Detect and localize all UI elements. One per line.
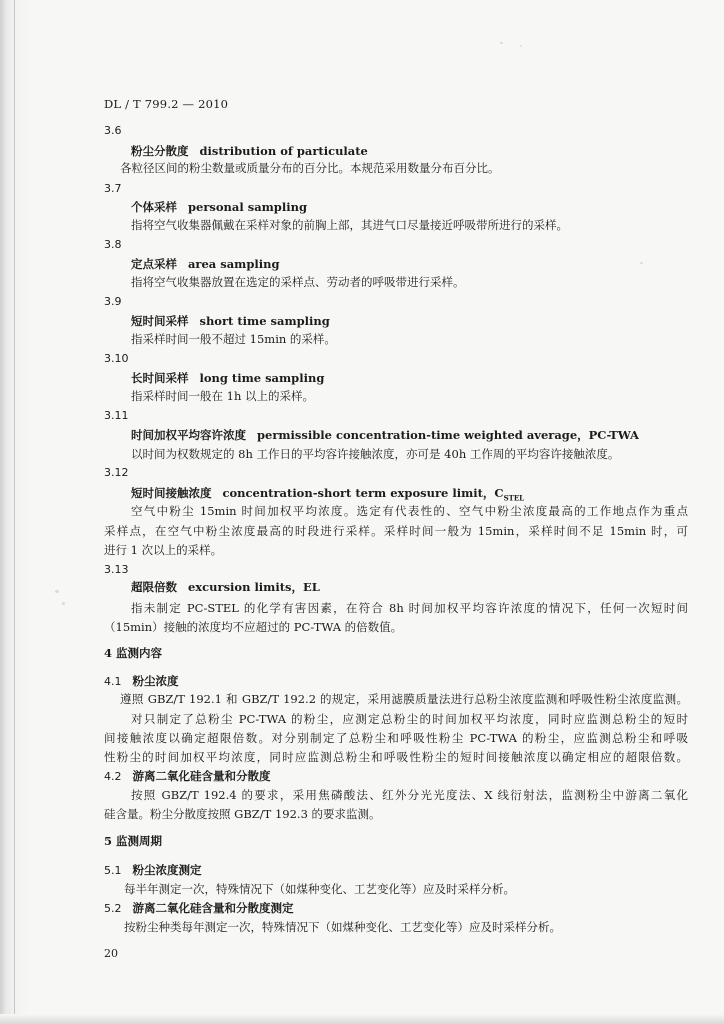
definition-text: 各粒径区间的粉尘数量或质量分布的百分比。本规范采用数量分布百分比。 (120, 161, 500, 175)
clause-number: 3.9 (104, 295, 122, 308)
scan-speck (62, 602, 65, 605)
scan-speck (55, 590, 59, 593)
term-en: concentration-short term exposure limit，C (222, 486, 504, 500)
term-zh: 超限倍数 (131, 580, 177, 594)
term-zh: 时间加权平均容许浓度 (131, 428, 246, 442)
body-text: 硅含量。粉尘分散度按照 GBZ/T 192.3 的要求监测。 (104, 807, 381, 821)
definition-text: 以时间为权数规定的 8h 工作日的平均容许接触浓度，亦可是 40h 工作周的平均容许接触浓度。 (131, 447, 620, 461)
subsection-heading (104, 674, 178, 689)
term-en: distribution of particulate (199, 144, 368, 158)
term-heading (131, 200, 307, 214)
body-text: 按照 GBZ/T 192.4 的要求，采用焦磷酸法、红外分光光度法、X 线衍射法，监测粉尘中游离二氧化 (131, 788, 688, 802)
term-zh: 短时间采样 (131, 314, 189, 328)
subsection-heading (104, 863, 201, 878)
term-zh: 粉尘分散度 (131, 144, 189, 158)
clause-number: 3.7 (104, 182, 122, 195)
subsection-heading (104, 769, 270, 784)
term-zh: 个体采样 (131, 200, 177, 214)
term-heading (131, 257, 280, 271)
definition-text: 空气中粉尘 15min 时间加权平均浓度。选定有代表性的、空气中粉尘浓度最高的工作地点作为重点 (131, 504, 688, 518)
definition-text: 指采样时间一般不超过 15min 的采样。 (131, 332, 336, 346)
definition-text: 进行 1 次以上的采样。 (104, 543, 223, 557)
term-en: long time sampling (199, 371, 325, 385)
term-subscript: STEL (503, 493, 525, 503)
term-heading (131, 314, 330, 328)
definition-text: 采样点，在空气中粉尘浓度最高的时段进行采样。采样时间一般为 15min，采样时间不足 15min 时，可 (104, 524, 688, 538)
subsection-number: 5.1 (104, 864, 122, 877)
scan-speck (640, 262, 643, 264)
subsection-title: 游离二氧化硅含量和分散度测定 (132, 901, 294, 915)
body-text: 性粉尘的时间加权平均浓度，同时应监测总粉尘和呼吸性粉尘的短时间接触浓度以确定相应的超限倍数。 (104, 750, 688, 764)
clause-number: 3.10 (104, 352, 129, 365)
section-heading: 4 监测内容 (104, 646, 163, 660)
clause-number: 3.6 (104, 124, 122, 137)
scan-bottom-edge (0, 1014, 724, 1024)
clause-number: 3.8 (104, 238, 122, 251)
body-text: 按粉尘种类每年测定一次，特殊情况下（如煤种变化、工艺变化等）应及时采样分析。 (124, 920, 561, 934)
scan-speck (500, 42, 503, 44)
term-zh: 长时间采样 (131, 371, 189, 385)
clause-number: 3.13 (104, 563, 129, 576)
definition-text: 指采样时间一般在 1h 以上的采样。 (131, 389, 315, 403)
subsection-title: 粉尘浓度测定 (132, 863, 202, 877)
term-heading (131, 371, 324, 385)
definition-text: 指未制定 PC-STEL 的化学有害因素，在符合 8h 时间加权平均容许浓度的情况下，任何一次短时间 (131, 601, 688, 615)
term-en: area sampling (187, 257, 280, 271)
term-en: excursion limits，EL (187, 580, 320, 594)
body-text: 对只制定了总粉尘 PC-TWA 的粉尘，应测定总粉尘的时间加权平均浓度，同时应监测总粉尘的短时 (131, 712, 688, 726)
clause-number: 3.12 (104, 466, 129, 479)
subsection-title: 粉尘浓度 (132, 674, 179, 688)
subsection-number: 4.2 (104, 770, 122, 783)
section-heading: 5 监测周期 (104, 834, 163, 848)
subsection-number: 5.2 (104, 902, 122, 915)
scan-left-edge (0, 0, 30, 1024)
term-heading (131, 486, 524, 505)
standard-code-header: DL / T 799.2 — 2010 (104, 97, 229, 111)
definition-text: 指将空气收集器佩戴在采样对象的前胸上部，其进气口尽量接近呼吸带所进行的采样。 (131, 218, 568, 232)
term-en: short time sampling (199, 314, 330, 328)
subsection-number: 4.1 (104, 675, 122, 688)
term-zh: 短时间接触浓度 (131, 486, 212, 500)
term-heading (131, 580, 320, 594)
term-heading (131, 428, 639, 442)
term-en: personal sampling (187, 200, 307, 214)
definition-text: 指将空气收集器放置在选定的采样点、劳动者的呼吸带进行采样。 (131, 275, 465, 289)
term-en: permissible concentration-time weighted average，PC-TWA (256, 428, 639, 442)
scan-fold-line (14, 0, 15, 1024)
definition-text: （15min）接触的浓度均不应超过的 PC-TWA 的倍数值。 (104, 620, 403, 634)
term-zh: 定点采样 (131, 257, 177, 271)
scan-speck (520, 45, 522, 47)
clause-number: 3.11 (104, 409, 129, 422)
body-text: 间接触浓度以确定超限倍数。对分别制定了总粉尘和呼吸性粉尘 PC-TWA 的粉尘，应监测总粉尘和呼吸 (104, 731, 688, 745)
subsection-title: 游离二氧化硅含量和分散度 (132, 769, 271, 783)
page-number: 20 (104, 947, 118, 960)
body-text: 每半年测定一次，特殊情况下（如煤种变化、工艺变化等）应及时采样分析。 (124, 882, 515, 896)
subsection-heading (104, 901, 293, 916)
body-text: 遵照 GBZ/T 192.1 和 GBZ/T 192.2 的规定，采用滤膜质量法进行总粉尘浓度监测和呼吸性粉尘浓度监测。 (120, 692, 688, 706)
term-heading (131, 144, 368, 158)
